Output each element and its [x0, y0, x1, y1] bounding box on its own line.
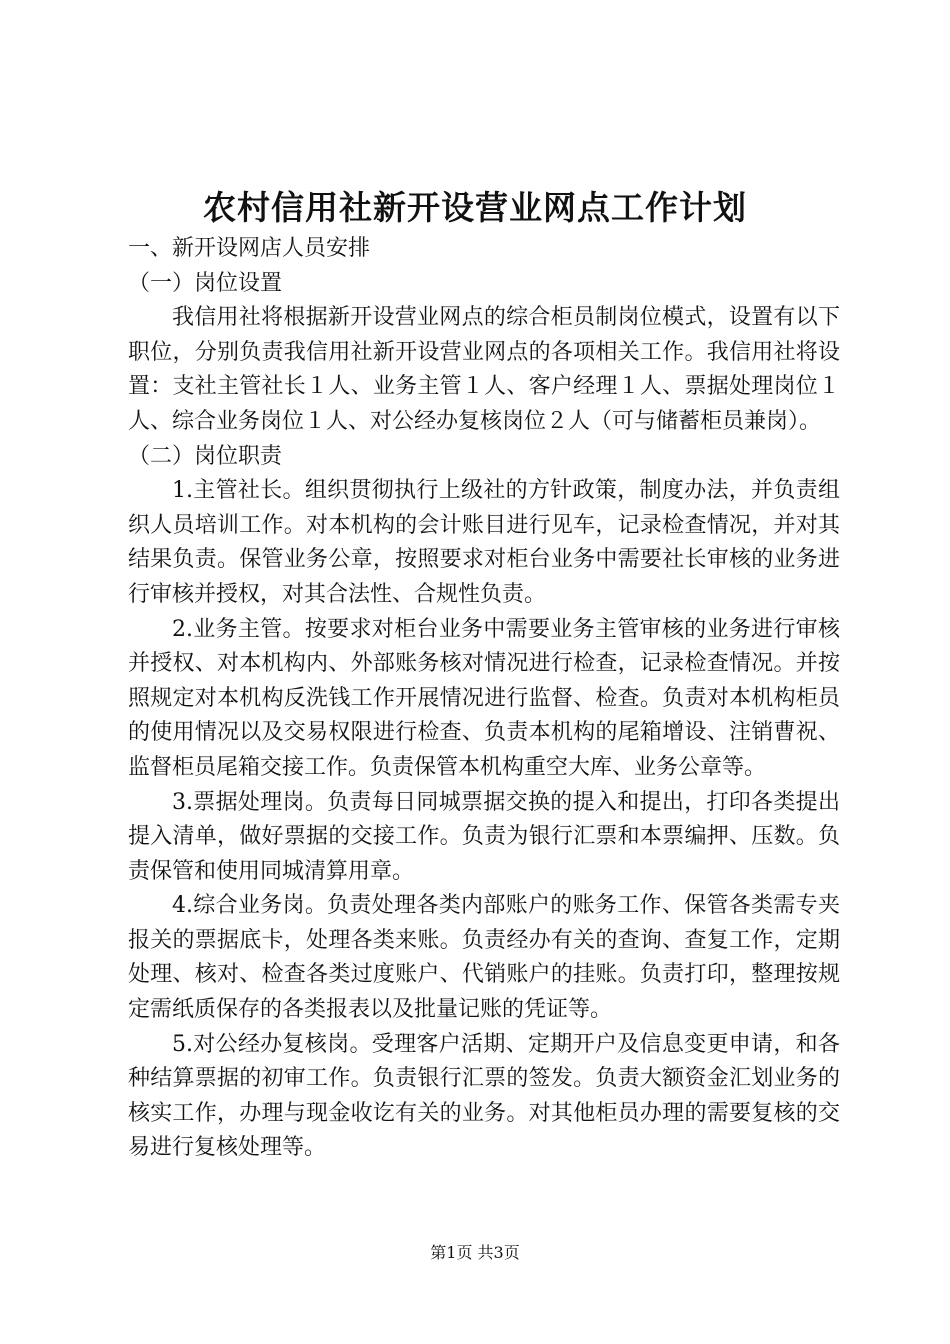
- duty-item-business-supervisor: 2.业务主管。按要求对柜台业务中需要业务主管审核的业务进行审核并授权、对本机构内、外部账务核对情况进行检查，记录检查情况。并按照规定对本机构反洗钱工作开展情况进行监督、检查。负责对本机构柜员的使用情况以及交易权限进行检查、负责本机构的尾箱增设、注销曹祝、监督柜员尾箱交接工作。负责保管本机构重空大库、业务公章等。: [128, 616, 840, 780]
- document-title: 农村信用社新开设营业网点工作计划: [203, 188, 747, 227]
- section-heading: 一、新开设网店人员安排: [128, 236, 371, 261]
- intro-paragraph: 我信用社将根据新开设营业网点的综合柜员制岗位模式，设置有以下职位，分别负责我信用社新开设营业网点的各项相关工作。我信用社将设置：支社主管社长１人、业务主管１人、客户经理１人、票据处理岗位１人、综合业务岗位１人、对公经办复核岗位２人（可与储蓄柜员兼岗）。: [128, 305, 840, 434]
- duty-item-general-business: 4.综合业务岗。负责处理各类内部账户的账务工作、保管各类需专夹报关的票据底卡，处理各类来账。负责经办有关的查询、查复工作，定期处理、核对、检查各类过度账户、代销账户的挂账。负责打印，整理按规定需纸质保存的各类报表以及批量记账的凭证等。: [128, 893, 840, 1023]
- page-indicator: 第1页 共3页: [430, 1243, 520, 1262]
- document-body: [128, 232, 840, 1166]
- subsection-heading-positions: （一）岗位设置: [128, 270, 283, 296]
- duty-item-bill-processing: 3.票据处理岗。负责每日同城票据交换的提入和提出，打印各类提出提入清单，做好票据的交接工作。负责为银行汇票和本票编押、压数。负责保管和使用同城清算用章。: [128, 789, 840, 884]
- duty-item-director: 1.主管社长。组织贯彻执行上级社的方针政策，制度办法，并负责组织人员培训工作。对本机构的会计账目进行见车，记录检查情况，并对其结果负责。保管业务公章，按照要求对柜台业务中需要社长审核的业务进行审核并授权，对其合法性、合规性负责。: [128, 478, 840, 607]
- subsection-heading-duties: （二）岗位职责: [128, 443, 283, 469]
- duty-item-corporate-review: 5.对公经办复核岗。受理客户活期、定期开户及信息变更申请，和各种结算票据的初审工作。负责银行汇票的签发。负责大额资金汇划业务的核实工作，办理与现金收讫有关的业务。对其他柜员办理的需要复核的交易进行复核处理等。: [128, 1031, 840, 1161]
